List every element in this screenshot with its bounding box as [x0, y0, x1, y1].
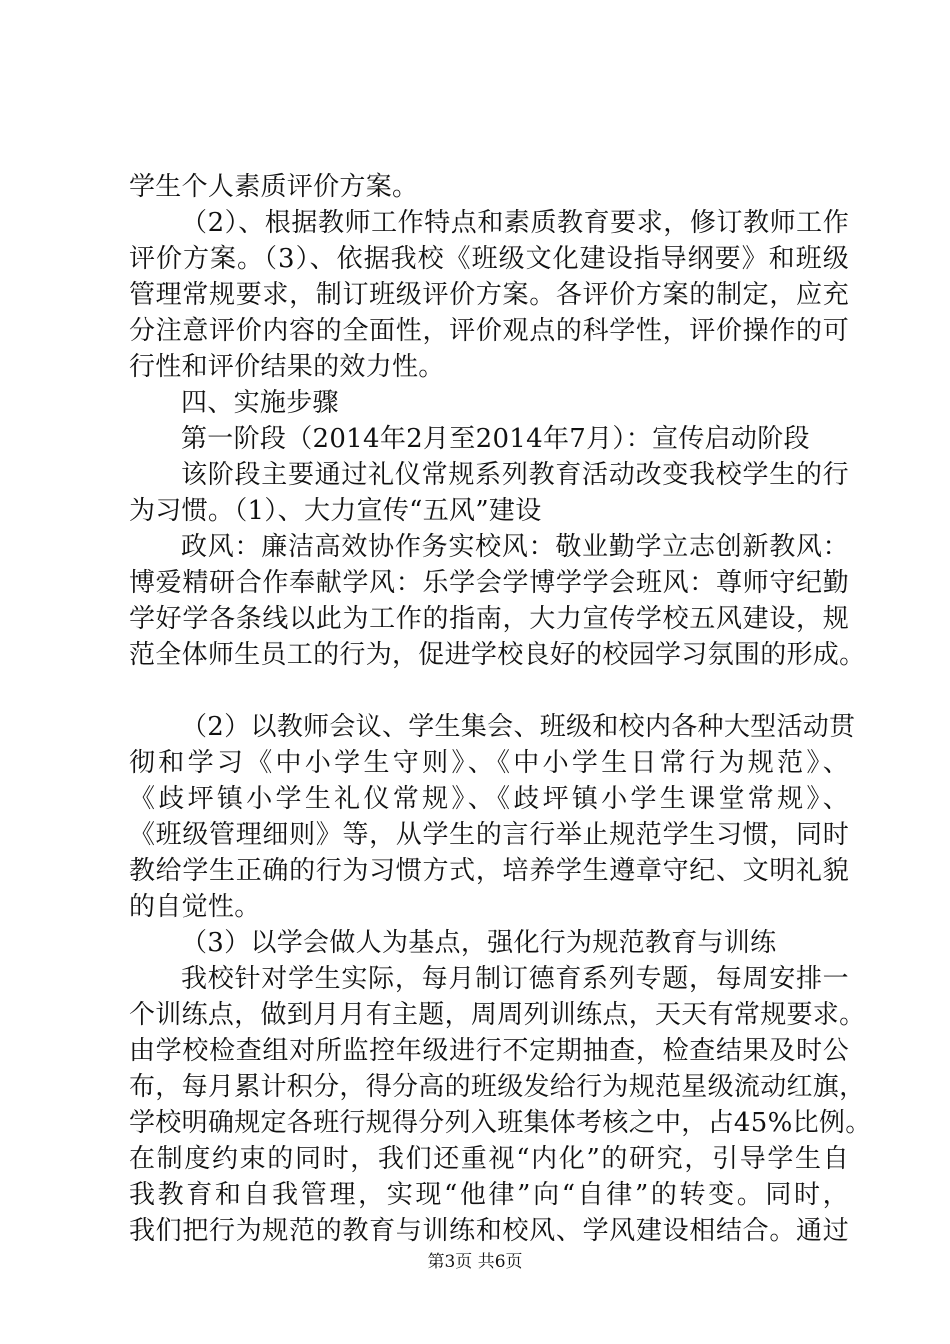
- text-line: 彻和学习《中小学生守则》、《中小学生日常行为规范》、: [129, 748, 849, 778]
- text-line: 学生个人素质评价方案。: [129, 172, 419, 202]
- text-line: 由学校检查组对所监控年级进行不定期抽查，检查结果及时公: [129, 1036, 849, 1066]
- text-line: （2）以教师会议、学生集会、班级和校内各种大型活动贯: [181, 712, 856, 742]
- text-line: 个训练点，做到月月有主题，周周列训练点，天天有常规要求。: [129, 1000, 866, 1030]
- text-line: 布，每月累计积分，得分高的班级发给行为规范星级流动红旗，: [129, 1072, 866, 1102]
- text-line: 教给学生正确的行为习惯方式，培养学生遵章守纪、文明礼貌: [129, 856, 849, 886]
- text-line: 评价方案。（3）、依据我校《班级文化建设指导纲要》和班级: [129, 244, 849, 274]
- text-line: 为习惯。（1）、大力宣传“五风”建设: [129, 496, 542, 526]
- text-line: 在制度约束的同时，我们还重视“内化”的研究，引导学生自: [129, 1144, 849, 1174]
- text-line: 行性和评价结果的效力性。: [129, 352, 445, 382]
- text-line: （2）、根据教师工作特点和素质教育要求，修订教师工作: [181, 208, 849, 238]
- text-line: 学校明确规定各班行规得分列入班集体考核之中，占45%比例。: [129, 1108, 872, 1138]
- stage-heading: 第一阶段（2014年2月至2014年7月）：宣传启动阶段: [181, 424, 810, 454]
- subsection-heading: （3）以学会做人为基点，强化行为规范教育与训练: [181, 928, 777, 958]
- text-line: 范全体师生员工的行为，促进学校良好的校园学习氛围的形成。: [129, 640, 866, 670]
- text-line: 我校针对学生实际，每月制订德育系列专题，每周安排一: [181, 964, 849, 994]
- text-line: 博爱精研合作奉献学风：乐学会学博学学会班风：尊师守纪勤: [129, 568, 849, 598]
- section-heading: 四、实施步骤: [181, 388, 339, 418]
- page-footer: 第3页 共6页: [427, 1252, 523, 1272]
- text-line: 该阶段主要通过礼仪常规系列教育活动改变我校学生的行: [181, 460, 849, 490]
- text-line: 我教育和自我管理，实现“他律”向“自律”的转变。同时，: [129, 1180, 849, 1210]
- text-line: 分注意评价内容的全面性，评价观点的科学性，评价操作的可: [129, 316, 849, 346]
- text-line: 《班级管理细则》等，从学生的言行举止规范学生习惯，同时: [129, 820, 849, 850]
- text-line: 学好学各条线以此为工作的指南，大力宣传学校五风建设，规: [129, 604, 849, 634]
- text-line: 的自觉性。: [129, 892, 261, 922]
- text-line: 《歧坪镇小学生礼仪常规》、《歧坪镇小学生课堂常规》、: [129, 784, 849, 814]
- text-line: 管理常规要求，制订班级评价方案。各评价方案的制定，应充: [129, 280, 849, 310]
- text-line: 我们把行为规范的教育与训练和校风、学风建设相结合。通过: [129, 1216, 849, 1246]
- text-line: 政风：廉洁高效协作务实校风：敬业勤学立志创新教风：: [181, 532, 849, 562]
